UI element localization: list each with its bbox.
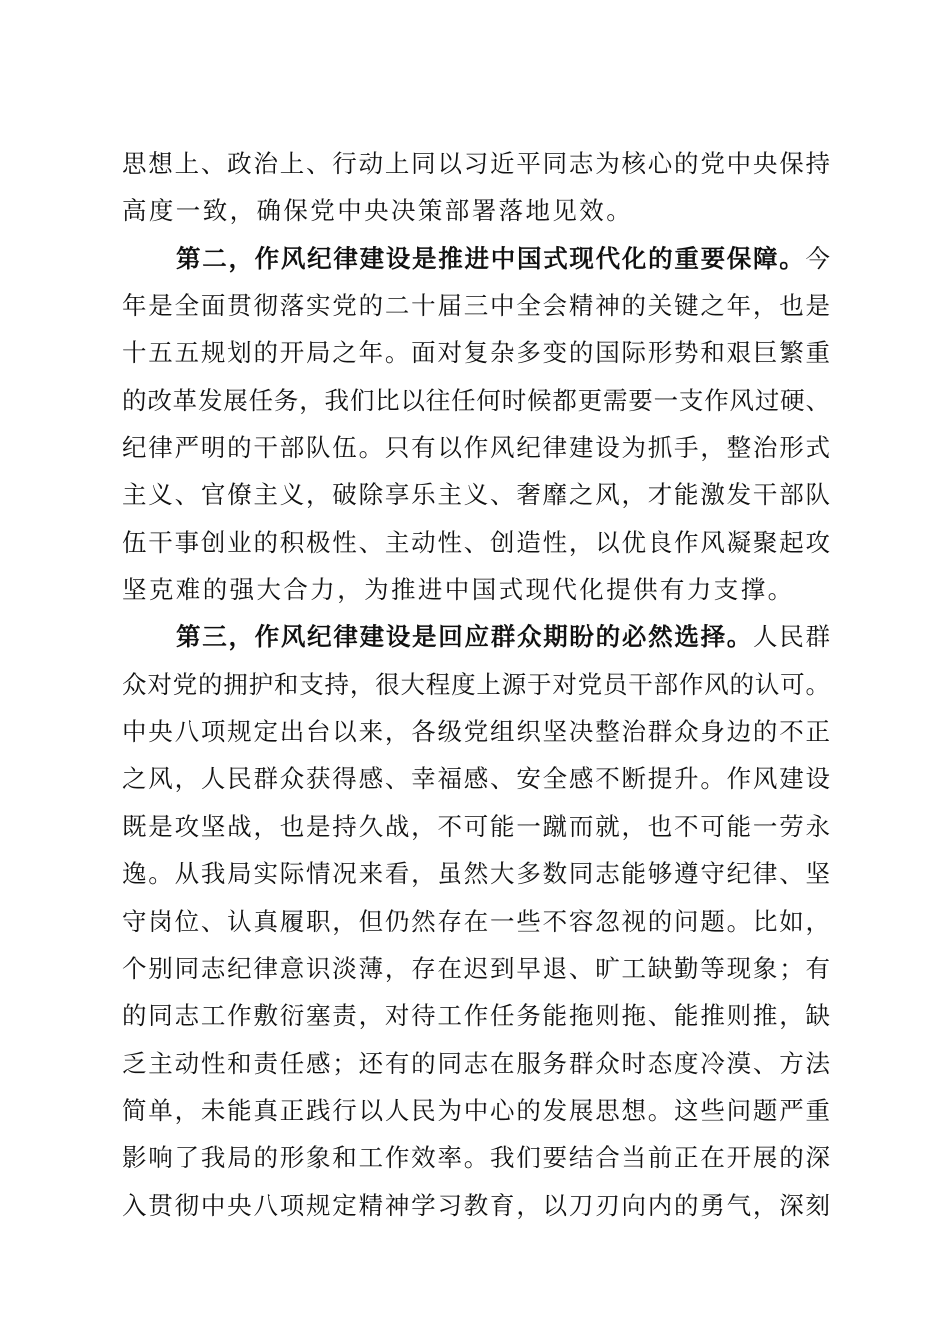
line-text: 既是攻坚战，也是持久战，不可能一蹴而就，也不可能一劳永 — [122, 811, 830, 841]
text-line — [122, 902, 830, 949]
text-line — [122, 570, 830, 617]
line-text: 十五五规划的开局之年。面对复杂多变的国际形势和艰巨繁重 — [122, 338, 830, 368]
line-text: 年是全面贯彻落实党的二十届三中全会精神的关键之年，也是 — [122, 291, 830, 321]
paragraph-heading: 第二，作风纪律建设是推进中国式现代化的重要保障。 — [176, 243, 806, 273]
text-line — [122, 996, 830, 1043]
line-text: 中央八项规定出台以来，各级党组织坚决整治群众身边的不正 — [122, 717, 830, 747]
line-text: 个别同志纪律意识淡薄，存在迟到早退、旷工缺勤等现象；有 — [122, 953, 830, 983]
line-text: 入贯彻中央八项规定精神学习教育，以刀刃向内的勇气，深刻 — [122, 1190, 830, 1220]
text-line — [122, 949, 830, 996]
text-line — [122, 1186, 830, 1233]
text-line — [122, 1138, 830, 1185]
text-line — [122, 1044, 830, 1091]
text-line — [122, 475, 830, 522]
text-line — [122, 854, 830, 901]
text-line — [122, 239, 830, 286]
line-text: 影响了我局的形象和工作效率。我们要结合当前正在开展的深 — [122, 1143, 830, 1173]
text-line — [122, 617, 830, 664]
line-text: 简单，未能真正践行以人民为中心的发展思想。这些问题严重 — [122, 1095, 830, 1125]
line-text: 的改革发展任务，我们比以往任何时候都更需要一支作风过硬、 — [122, 385, 830, 415]
text-line — [122, 712, 830, 759]
line-text: 之风，人民群众获得感、幸福感、安全感不断提升。作风建设 — [122, 764, 830, 794]
line-text: 思想上、政治上、行动上同以习近平同志为核心的党中央保持 — [122, 149, 830, 178]
text-line — [122, 807, 830, 854]
line-text: 的同志工作敷衍塞责，对待工作任务能拖则拖、能推则推，缺 — [122, 1001, 830, 1031]
text-line — [122, 381, 830, 428]
line-text: 逸。从我局实际情况来看，虽然大多数同志能够遵守纪律、坚 — [122, 859, 830, 889]
line-text: 人民群 — [753, 622, 831, 652]
line-text: 众对党的拥护和支持，很大程度上源于对党员干部作风的认可。 — [122, 669, 830, 699]
text-line — [122, 759, 830, 806]
text-line — [122, 144, 830, 191]
line-text: 今 — [805, 243, 830, 273]
line-text: 主义、官僚主义，破除享乐主义、奢靡之风，才能激发干部队 — [122, 480, 830, 510]
line-text: 纪律严明的干部队伍。只有以作风纪律建设为抓手，整治形式 — [122, 433, 830, 463]
text-line — [122, 333, 830, 380]
paragraph-heading: 第三，作风纪律建设是回应群众期盼的必然选择。 — [176, 622, 754, 652]
line-text: 坚克难的强大合力，为推进中国式现代化提供有力支撑。 — [122, 575, 795, 605]
line-text: 高度一致，确保党中央决策部署落地见效。 — [122, 196, 634, 226]
line-text: 伍干事创业的积极性、主动性、创造性，以优良作风凝聚起攻 — [122, 527, 830, 557]
text-line — [122, 665, 830, 712]
text-line — [122, 286, 830, 333]
text-line — [122, 191, 830, 238]
text-line — [122, 1091, 830, 1138]
text-line — [122, 523, 830, 570]
text-line — [122, 428, 830, 475]
line-text: 守岗位、认真履职，但仍然存在一些不容忽视的问题。比如， — [122, 906, 830, 936]
document-page — [122, 144, 830, 1233]
line-text: 乏主动性和责任感；还有的同志在服务群众时态度冷漠、方法 — [122, 1048, 830, 1078]
